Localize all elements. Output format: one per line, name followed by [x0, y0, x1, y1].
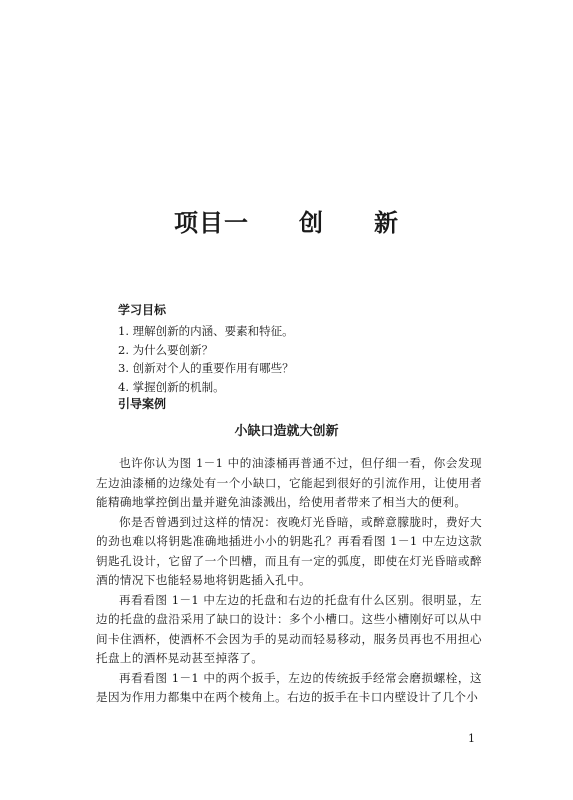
learning-objectives-list — [118, 322, 498, 396]
objective-item: 3. 创新对个人的重要作用有哪些？ — [118, 361, 294, 375]
case-paragraph: 再看看图 1－1 中的两个扳手，左边的传统扳手经常会磨损螺栓，这是因为作用力都集中在两个棱角上。右边的扳手在卡口内壁设计了几个小 — [96, 670, 482, 704]
objective-item: 4. 掌握创新的机制。 — [118, 379, 225, 394]
case-title: 小缺口造就大创新 — [234, 424, 339, 439]
objective-item: 1. 理解创新的内涵、要素和特征。 — [118, 324, 294, 338]
case-paragraph: 你是否曾遇到过这样的情况：夜晚灯光昏暗，或醉意朦胧时，费好大的劲也难以将钥匙准确地插进小小的钥匙孔？再看看图 1－1 中左边这款钥匙孔设计，它留了一个凹槽，而且有一定的弧度，即使在灯光昏暗或醉酒的情况下也能轻易地将钥匙插入孔中。 — [96, 514, 482, 587]
chapter-title-part1: 项目一 — [174, 209, 249, 237]
case-paragraph: 再看看图 1－1 中左边的托盘和右边的托盘有什么区别。很明显，左边的托盘的盘沿采用了缺口的设计：多个小槽口。这些小槽刚好可以从中间卡住酒杯，使酒杯不会因为手的晃动而轻易移动，服务员再也不用担心托盘上的酒杯晃动甚至掉落了。 — [96, 592, 482, 665]
page-title — [0, 203, 573, 238]
learning-objectives-heading: 学习目标 — [118, 303, 167, 317]
chapter-title-part3: 新 — [374, 209, 399, 237]
guided-case-heading: 引导案例 — [118, 397, 167, 411]
page-number: 1 — [468, 732, 475, 745]
case-paragraph: 也许你认为图 1－1 中的油漆桶再普通不过，但仔细一看，你会发现左边油漆桶的边缘处有一个小缺口，它能起到很好的引流作用，让使用者能精确地掌控倒出量并避免油漆溅出，给使用者带来了相当大的便利。 — [96, 456, 482, 509]
case-body — [96, 454, 482, 708]
objective-item: 2. 为什么要创新？ — [118, 342, 214, 357]
chapter-title-part2: 创 — [299, 209, 324, 237]
